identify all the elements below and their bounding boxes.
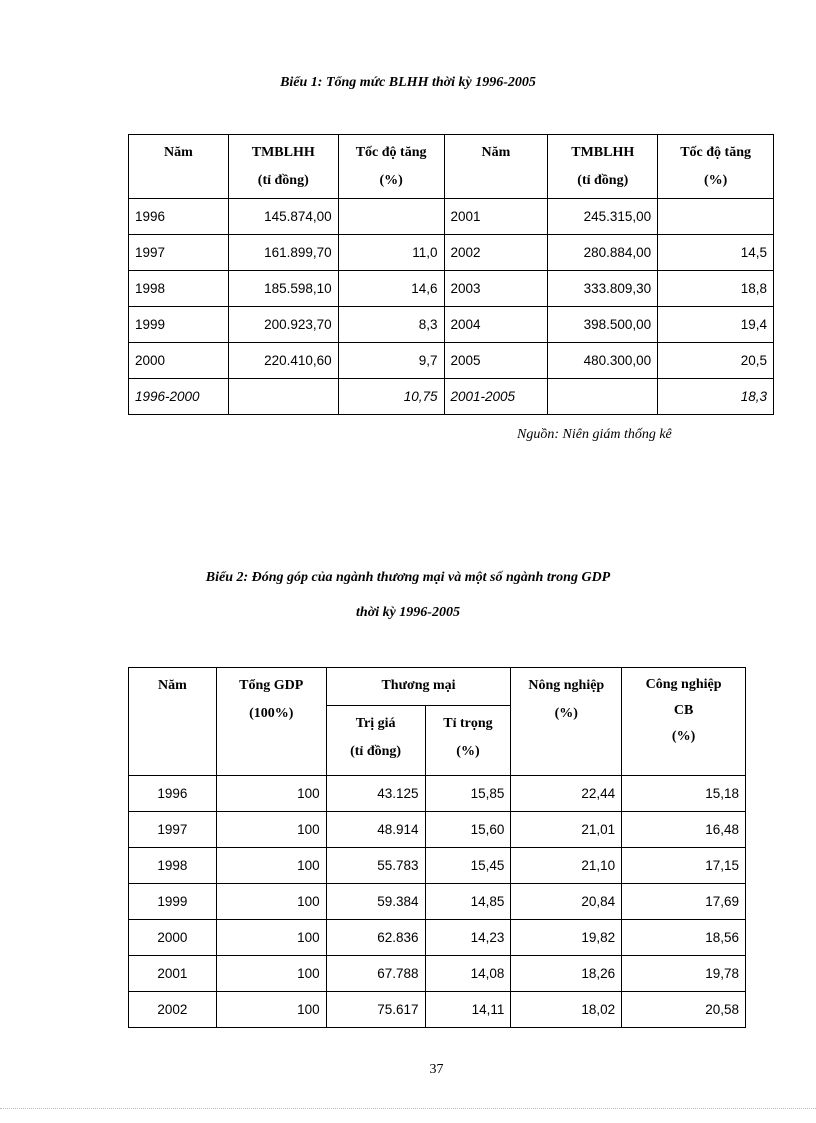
table1-cell: 10,75 xyxy=(338,379,444,415)
table2-cell: 20,84 xyxy=(511,884,622,920)
table2-header-year: Năm xyxy=(129,668,217,776)
table1-cell: 1997 xyxy=(129,235,229,271)
page-divider xyxy=(0,1108,816,1109)
table1-cell: 2000 xyxy=(129,343,229,379)
table2-cell: 2002 xyxy=(129,992,217,1028)
table1-cell: 14,6 xyxy=(338,271,444,307)
table2-cell: 100 xyxy=(216,776,326,812)
table2-cell: 100 xyxy=(216,848,326,884)
table1 xyxy=(128,134,774,415)
table2-header-agriculture: Nông nghiệp (%) xyxy=(511,668,622,776)
table2-row xyxy=(129,812,746,848)
table1-cell: 200.923,70 xyxy=(228,307,338,343)
table2-header-value: Trị giá (tỉ đồng) xyxy=(326,706,425,776)
table2-cell: 21,10 xyxy=(511,848,622,884)
table1-row xyxy=(129,199,774,235)
table1-cell: 1999 xyxy=(129,307,229,343)
table2-cell: 20,58 xyxy=(622,992,746,1028)
table1-cell: 9,7 xyxy=(338,343,444,379)
table2-row xyxy=(129,920,746,956)
table2-cell: 15,60 xyxy=(425,812,511,848)
table2-cell: 100 xyxy=(216,812,326,848)
table1-source: Nguồn: Niên giám thống kê xyxy=(517,427,672,442)
table1-cell: 2002 xyxy=(444,235,548,271)
table1-cell: 2005 xyxy=(444,343,548,379)
table2-cell: 17,69 xyxy=(622,884,746,920)
table2-cell: 2000 xyxy=(129,920,217,956)
table2-header-gdp: Tổng GDP (100%) xyxy=(216,668,326,776)
table1-cell xyxy=(338,199,444,235)
table2-cell: 100 xyxy=(216,992,326,1028)
table2-cell: 1996 xyxy=(129,776,217,812)
table1-cell: 333.809,30 xyxy=(548,271,658,307)
table2-header-industry: Công nghiệp CB (%) xyxy=(622,668,746,776)
table2-cell: 14,11 xyxy=(425,992,511,1028)
table1-cell: 480.300,00 xyxy=(548,343,658,379)
table2-caption-line1: Biểu 2: Đóng góp của ngành thương mại và một số ngành trong GDP xyxy=(205,570,611,585)
table1-cell: 18,3 xyxy=(658,379,774,415)
table1-header-year: Năm xyxy=(129,135,229,199)
table1-cell: 2001 xyxy=(444,199,548,235)
table1-header-tmblhh-2: TMBLHH (tỉ đồng) xyxy=(548,135,658,199)
table2-row xyxy=(129,956,746,992)
table2-cell: 1999 xyxy=(129,884,217,920)
table2-cell: 16,48 xyxy=(622,812,746,848)
table1-cell: 18,8 xyxy=(658,271,774,307)
table1-cell: 8,3 xyxy=(338,307,444,343)
table2-cell: 18,02 xyxy=(511,992,622,1028)
table1-cell: 185.598,10 xyxy=(228,271,338,307)
table2-caption-line2: thời kỳ 1996-2005 xyxy=(356,605,460,620)
table1-header-row xyxy=(129,135,774,199)
table2-cell: 19,82 xyxy=(511,920,622,956)
table1-cell: 2004 xyxy=(444,307,548,343)
table1-row xyxy=(129,235,774,271)
page-number: 37 xyxy=(429,1062,444,1077)
table1-cell: 161.899,70 xyxy=(228,235,338,271)
table1-cell: 2003 xyxy=(444,271,548,307)
table1-cell: 1996-2000 xyxy=(129,379,229,415)
table1-row xyxy=(129,307,774,343)
table2-header-row-1 xyxy=(129,668,746,706)
table1-row xyxy=(129,379,774,415)
table1-cell: 1998 xyxy=(129,271,229,307)
table1-cell xyxy=(658,199,774,235)
table2-header-share: Tỉ trọng (%) xyxy=(425,706,511,776)
table2 xyxy=(128,667,746,1028)
table2-row xyxy=(129,992,746,1028)
table2-cell: 14,08 xyxy=(425,956,511,992)
table1-cell: 220.410,60 xyxy=(228,343,338,379)
table2-cell: 59.384 xyxy=(326,884,425,920)
table2-cell: 14,85 xyxy=(425,884,511,920)
table1-cell: 2001-2005 xyxy=(444,379,548,415)
table2-header-trade: Thương mại xyxy=(326,668,511,706)
table2-cell: 62.836 xyxy=(326,920,425,956)
table1-cell: 145.874,00 xyxy=(228,199,338,235)
table2-cell: 15,45 xyxy=(425,848,511,884)
table2-cell: 55.783 xyxy=(326,848,425,884)
table1-cell: 1996 xyxy=(129,199,229,235)
table2-cell: 43.125 xyxy=(326,776,425,812)
table2-cell: 17,15 xyxy=(622,848,746,884)
table1-cell: 398.500,00 xyxy=(548,307,658,343)
table1-row xyxy=(129,343,774,379)
table1-cell: 19,4 xyxy=(658,307,774,343)
table1-cell xyxy=(228,379,338,415)
table2-cell: 14,23 xyxy=(425,920,511,956)
table1-cell: 245.315,00 xyxy=(548,199,658,235)
table1-cell xyxy=(548,379,658,415)
table2-cell: 48.914 xyxy=(326,812,425,848)
table1-caption: Biểu 1: Tổng mức BLHH thời kỳ 1996-2005 xyxy=(280,75,536,90)
table2-cell: 67.788 xyxy=(326,956,425,992)
table2-cell: 75.617 xyxy=(326,992,425,1028)
table2-cell: 2001 xyxy=(129,956,217,992)
table2-row xyxy=(129,848,746,884)
table2-cell: 1998 xyxy=(129,848,217,884)
table2-cell: 22,44 xyxy=(511,776,622,812)
table2-cell: 18,26 xyxy=(511,956,622,992)
table2-cell: 100 xyxy=(216,884,326,920)
table2-cell: 15,85 xyxy=(425,776,511,812)
table2-cell: 100 xyxy=(216,920,326,956)
table2-cell: 1997 xyxy=(129,812,217,848)
table2-cell: 19,78 xyxy=(622,956,746,992)
table2-cell: 100 xyxy=(216,956,326,992)
table2-row xyxy=(129,884,746,920)
table2-cell: 18,56 xyxy=(622,920,746,956)
table1-header-growth-2: Tốc độ tăng (%) xyxy=(658,135,774,199)
table1-row xyxy=(129,271,774,307)
table2-cell: 21,01 xyxy=(511,812,622,848)
table2-cell: 15,18 xyxy=(622,776,746,812)
table1-cell: 11,0 xyxy=(338,235,444,271)
table1-cell: 280.884,00 xyxy=(548,235,658,271)
table1-header-year-2: Năm xyxy=(444,135,548,199)
table1-cell: 14,5 xyxy=(658,235,774,271)
table1-header-growth: Tốc độ tăng (%) xyxy=(338,135,444,199)
table2-row xyxy=(129,776,746,812)
table1-cell: 20,5 xyxy=(658,343,774,379)
table1-header-tmblhh: TMBLHH (tỉ đồng) xyxy=(228,135,338,199)
